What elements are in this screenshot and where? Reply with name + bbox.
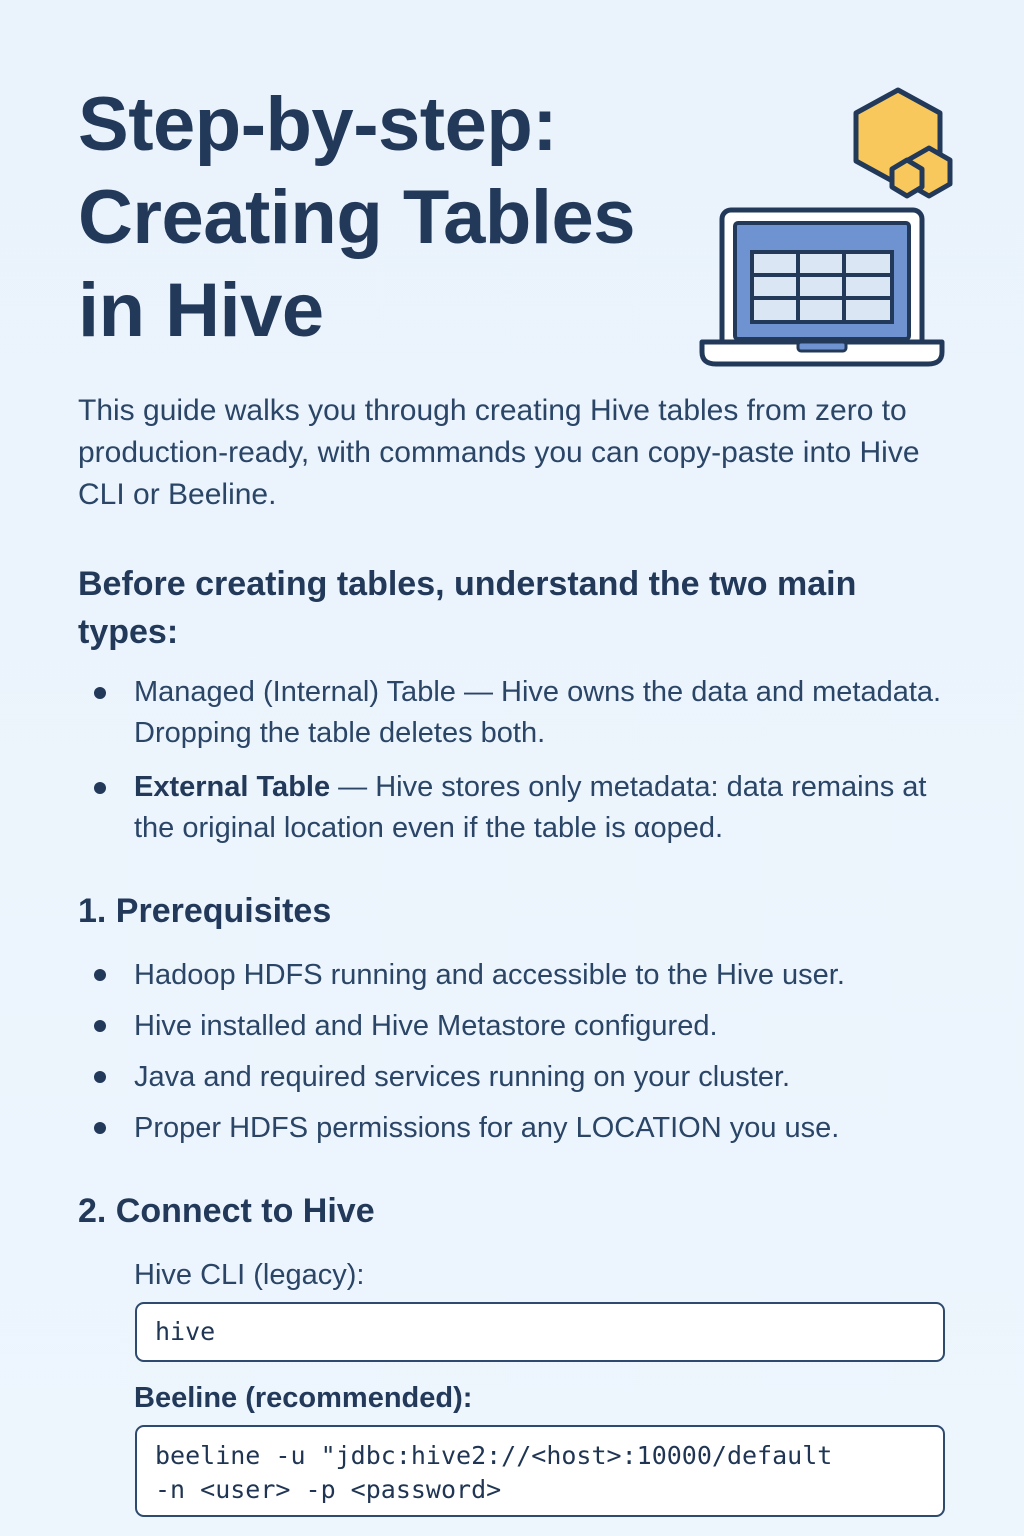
bullet-icon (94, 782, 106, 794)
list-item (0, 672, 1024, 754)
beeline-label: Beeline (recommended): (134, 1382, 473, 1414)
list-item (0, 1005, 1024, 1047)
external-table-term: External Table (134, 771, 331, 803)
prerequisites-heading: 1. Prerequisites (78, 892, 332, 930)
bullet-icon (94, 969, 106, 981)
managed-table-text: Managed (Internal) Table — Hive owns the data and metadata. Dropping the table deletes both. (134, 676, 942, 749)
prerequisite-text: Hive installed and Hive Metastore configured. (134, 1010, 718, 1042)
table-types-list (0, 672, 1024, 862)
prerequisite-text: Hadoop HDFS running and accessible to the Hive user. (134, 959, 845, 991)
external-table-text: — Hive stores only metadata: data remains at the original location even if the table is αoped. (134, 771, 927, 844)
connect-heading: 2. Connect to Hive (78, 1192, 375, 1230)
hero-illustration (696, 84, 958, 370)
list-item (0, 954, 1024, 996)
prerequisites-list (0, 954, 1024, 1158)
page-title: Step-by-step: Creating Tables in Hive (78, 82, 636, 353)
table-types-heading: Before creating tables, understand the two main types: (78, 565, 857, 651)
prerequisite-text: Proper HDFS permissions for any LOCATION you use. (134, 1112, 840, 1144)
laptop-table-icon (702, 210, 942, 364)
list-item (0, 1056, 1024, 1098)
prerequisite-text: Java and required services running on your cluster. (134, 1061, 791, 1093)
bullet-icon (94, 687, 106, 699)
list-item (0, 767, 1024, 849)
bullet-icon (94, 1020, 106, 1032)
hive-cli-label: Hive CLI (legacy): (134, 1259, 365, 1291)
hexagon-cluster-icon (856, 90, 950, 196)
list-item (0, 1107, 1024, 1149)
spreadsheet-grid-icon (752, 252, 892, 322)
hive-cli-code-block[interactable]: hive (135, 1302, 945, 1362)
intro-paragraph: This guide walks you through creating Hive tables from zero to production-ready, with commands you can copy-paste into Hive CLI or Beeline. (78, 394, 920, 511)
beeline-code-block[interactable]: beeline -u "jdbc:hive2://<host>:10000/default -n <user> -p <password> (135, 1425, 945, 1517)
bullet-icon (94, 1122, 106, 1134)
bullet-icon (94, 1071, 106, 1083)
